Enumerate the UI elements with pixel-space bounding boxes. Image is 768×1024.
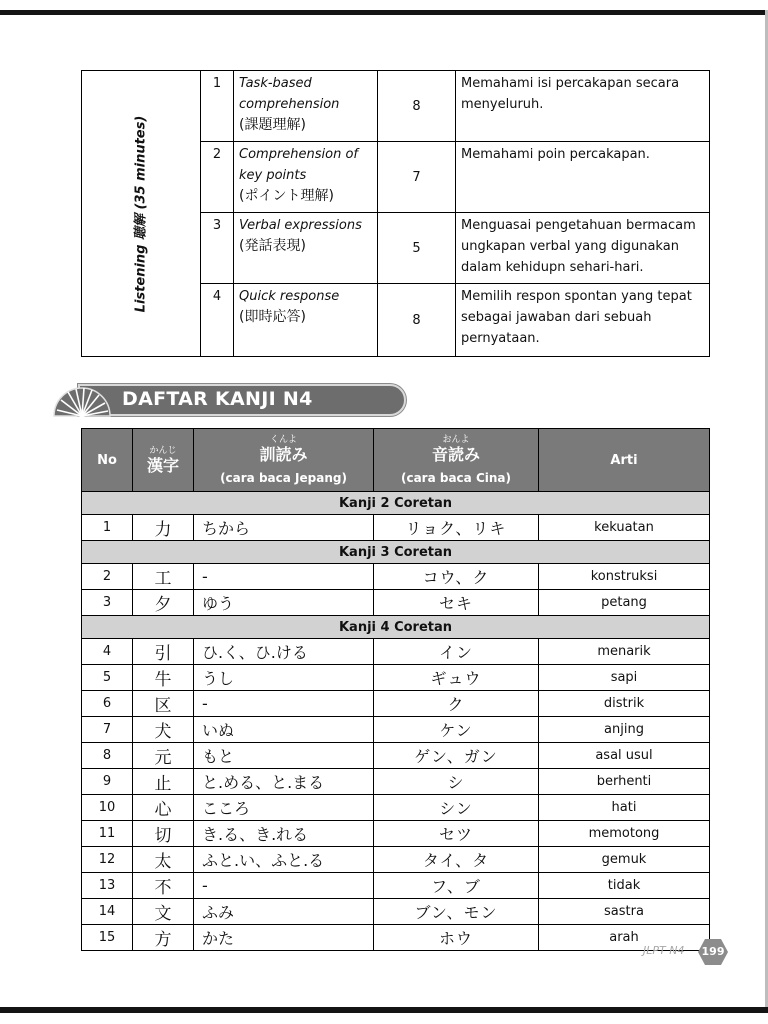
kanji-number: 14: [82, 899, 133, 925]
kanji-character: 元: [133, 743, 194, 769]
listening-row: [82, 71, 710, 142]
kun-reading: き.る、き.れる: [194, 821, 374, 847]
footer-label: JLPT N4: [643, 944, 685, 957]
topic-description: Memilih respon spontan yang tepat sebagai jawaban dari sebuah pernyataan.: [456, 284, 710, 357]
question-count: 7: [378, 142, 456, 213]
kanji-number: 11: [82, 821, 133, 847]
kanji-meaning: tidak: [539, 873, 710, 899]
topic-description: Memahami poin percakapan.: [456, 142, 710, 213]
on-reading: イン: [374, 639, 539, 665]
kanji-row: [82, 590, 710, 616]
on-reading: セツ: [374, 821, 539, 847]
listening-topic: [234, 284, 378, 357]
listening-topic: [234, 142, 378, 213]
kanji-meaning: asal usul: [539, 743, 710, 769]
on-reading: ブン、モン: [374, 899, 539, 925]
listening-topic: [234, 213, 378, 284]
kanji-row: [82, 821, 710, 847]
kanji-character: 方: [133, 925, 194, 951]
kun-reading: -: [194, 564, 374, 590]
on-reading: タイ、タ: [374, 847, 539, 873]
on-reading: ケン: [374, 717, 539, 743]
header-on-sub: (cara baca Cina): [400, 470, 511, 485]
stroke-group-row: [82, 541, 710, 564]
page-top-border: [0, 10, 768, 15]
on-reading: リョク、リキ: [374, 515, 539, 541]
section-banner: [50, 380, 406, 418]
kanji-number: 1: [82, 515, 133, 541]
listening-row-number: 1: [201, 71, 234, 142]
kanji-row: [82, 639, 710, 665]
kun-reading: ふみ: [194, 899, 374, 925]
listening-topic: [234, 71, 378, 142]
kanji-number: 12: [82, 847, 133, 873]
page-bottom-border: [0, 1007, 768, 1013]
kanji-header-row: [82, 429, 710, 492]
kun-reading: かた: [194, 925, 374, 951]
kun-reading: もと: [194, 743, 374, 769]
topic-japanese: (即時応答): [239, 309, 306, 325]
stroke-group-label: Kanji 4 Coretan: [82, 616, 710, 639]
topic-japanese: (課題理解): [239, 117, 306, 133]
topic-japanese: (ポイント理解): [239, 188, 334, 204]
stroke-group-row: [82, 492, 710, 515]
header-on-label: 音読み: [431, 444, 480, 464]
listening-section-cell: [82, 71, 201, 357]
kanji-number: 9: [82, 769, 133, 795]
kanji-meaning: anjing: [539, 717, 710, 743]
kanji-number: 13: [82, 873, 133, 899]
header-kun-sub: (cara baca Jepang): [220, 470, 347, 485]
listening-row-number: 4: [201, 284, 234, 357]
kanji-row: [82, 847, 710, 873]
kanji-number: 7: [82, 717, 133, 743]
kanji-meaning: memotong: [539, 821, 710, 847]
on-reading: シ: [374, 769, 539, 795]
kanji-character: 引: [133, 639, 194, 665]
on-reading: セキ: [374, 590, 539, 616]
stroke-group-label: Kanji 3 Coretan: [82, 541, 710, 564]
kanji-number: 2: [82, 564, 133, 590]
kanji-character: 犬: [133, 717, 194, 743]
header-on-ruby: おんよ: [442, 434, 470, 445]
kanji-row: [82, 743, 710, 769]
fan-icon: [50, 380, 114, 418]
kanji-meaning: menarik: [539, 639, 710, 665]
topic-english: Comprehension of: [239, 147, 359, 162]
kanji-meaning: konstruksi: [539, 564, 710, 590]
kanji-row: [82, 717, 710, 743]
kanji-row: [82, 873, 710, 899]
kanji-meaning: distrik: [539, 691, 710, 717]
header-arti: Arti: [539, 429, 710, 492]
kanji-number: 3: [82, 590, 133, 616]
kun-reading: ゆう: [194, 590, 374, 616]
on-reading: ゲン、ガン: [374, 743, 539, 769]
kanji-number: 6: [82, 691, 133, 717]
topic-english-cont: key points: [239, 168, 307, 183]
topic-description: Menguasai pengetahuan bermacam ungkapan verbal yang digunakan dalam kehidupn sehari-hari.: [456, 213, 710, 284]
stroke-group-row: [82, 616, 710, 639]
kun-reading: -: [194, 691, 374, 717]
kun-reading: ふと.い、ふと.る: [194, 847, 374, 873]
header-kun-label: 訓読み: [259, 444, 308, 464]
kanji-character: 切: [133, 821, 194, 847]
question-count: 8: [378, 284, 456, 357]
header-kanji-label: 漢字: [146, 455, 179, 475]
kanji-character: 文: [133, 899, 194, 925]
kanji-row: [82, 691, 710, 717]
kanji-table: [81, 428, 710, 951]
kun-reading: いぬ: [194, 717, 374, 743]
topic-english: Task-based: [239, 76, 312, 91]
kanji-row: [82, 795, 710, 821]
kun-reading: ちから: [194, 515, 374, 541]
kanji-number: 4: [82, 639, 133, 665]
header-no: No: [82, 429, 133, 492]
kun-reading: こころ: [194, 795, 374, 821]
kanji-character: 区: [133, 691, 194, 717]
kanji-meaning: petang: [539, 590, 710, 616]
kanji-row: [82, 769, 710, 795]
header-kanji-ruby: かんじ: [149, 445, 177, 456]
listening-section-label: Listening 聴解 (35 minutes): [133, 115, 149, 312]
question-count: 8: [378, 71, 456, 142]
page-number: 199: [701, 945, 725, 958]
kanji-number: 5: [82, 665, 133, 691]
kanji-row: [82, 515, 710, 541]
kanji-table-body: [82, 492, 710, 951]
kanji-meaning: sastra: [539, 899, 710, 925]
kanji-meaning: kekuatan: [539, 515, 710, 541]
listening-table: [81, 70, 710, 357]
kanji-row: [82, 899, 710, 925]
kanji-character: 心: [133, 795, 194, 821]
kanji-row: [82, 665, 710, 691]
kanji-character: 不: [133, 873, 194, 899]
kun-reading: うし: [194, 665, 374, 691]
stroke-group-label: Kanji 2 Coretan: [82, 492, 710, 515]
kanji-number: 8: [82, 743, 133, 769]
on-reading: フ、ブ: [374, 873, 539, 899]
on-reading: ホウ: [374, 925, 539, 951]
kanji-number: 15: [82, 925, 133, 951]
banner-title: DAFTAR KANJI N4: [122, 388, 313, 410]
kanji-meaning: arah: [539, 925, 710, 951]
kanji-character: 夕: [133, 590, 194, 616]
header-on: [374, 429, 539, 492]
kun-reading: ひ.く、ひ.ける: [194, 639, 374, 665]
topic-english: Quick response: [239, 289, 340, 304]
kanji-row: [82, 564, 710, 590]
kanji-number: 10: [82, 795, 133, 821]
header-kun-ruby: くんよ: [269, 434, 297, 445]
topic-description: Memahami isi percakapan secara menyeluruh.: [456, 71, 710, 142]
question-count: 5: [378, 213, 456, 284]
header-kanji: [133, 429, 194, 492]
on-reading: シン: [374, 795, 539, 821]
kun-reading: と.める、と.まる: [194, 769, 374, 795]
topic-japanese: (発話表現): [239, 238, 306, 254]
kanji-character: 力: [133, 515, 194, 541]
on-reading: コウ、ク: [374, 564, 539, 590]
topic-english-cont: comprehension: [239, 97, 340, 112]
listening-row-number: 2: [201, 142, 234, 213]
kanji-character: 太: [133, 847, 194, 873]
kanji-meaning: gemuk: [539, 847, 710, 873]
on-reading: ギュウ: [374, 665, 539, 691]
on-reading: ク: [374, 691, 539, 717]
kanji-meaning: sapi: [539, 665, 710, 691]
kanji-character: 止: [133, 769, 194, 795]
kanji-meaning: berhenti: [539, 769, 710, 795]
topic-english: Verbal expressions: [239, 218, 362, 233]
header-kun: [194, 429, 374, 492]
kanji-character: 工: [133, 564, 194, 590]
kanji-meaning: hati: [539, 795, 710, 821]
kanji-row: [82, 925, 710, 951]
listening-row-number: 3: [201, 213, 234, 284]
kun-reading: -: [194, 873, 374, 899]
kanji-character: 牛: [133, 665, 194, 691]
